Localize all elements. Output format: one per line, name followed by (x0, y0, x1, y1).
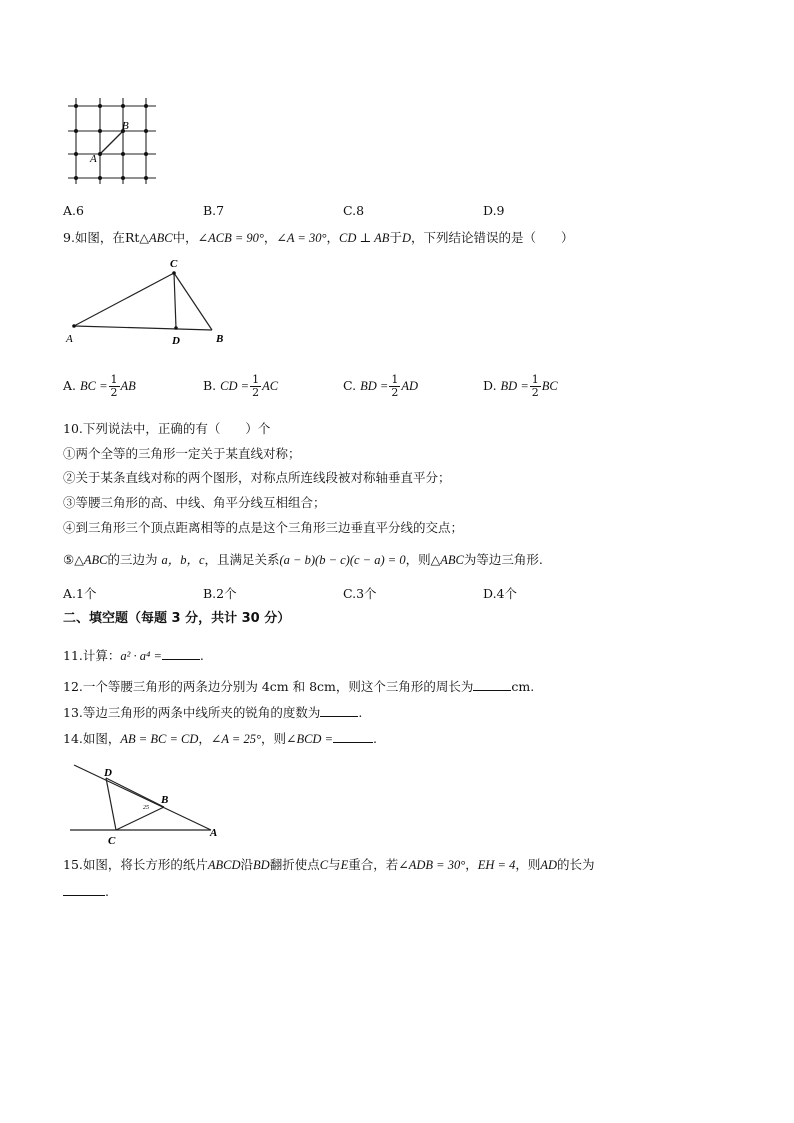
q8-option-a: A.6 (63, 203, 84, 218)
vertex-label-b: B (161, 794, 169, 806)
q9-stem: 9.如图，在Rt△ABC中，∠ACB = 90°，∠A = 30°，CD ⊥ AB于D，下列结论错误的是（ ） (63, 230, 574, 245)
point-label-b: B (122, 120, 129, 132)
q10-statement-5: ⑤△ABC的三边为 a，b，c，且满足关系(a − b)(b − c)(c − a) = 0，则△ABC为等边三角形. (63, 552, 543, 567)
answer-blank[interactable] (162, 647, 200, 660)
q10-option-b: B.2个 (203, 586, 237, 601)
q9-option-c: C. BD = $\frac{1}{2}$ AD (343, 373, 418, 399)
q10-statement-4: ④到三角形三个顶点距离相等的点是这个三角形三边垂直平分线的交点； (63, 520, 464, 535)
q11: 11.计算：a² · a⁴ = . (63, 648, 204, 663)
answer-blank[interactable] (333, 730, 373, 743)
vertex-label-c: C (170, 258, 178, 270)
q8-option-d: D.9 (483, 203, 505, 218)
answer-blank[interactable] (473, 678, 511, 691)
point-label-a: A (90, 153, 97, 165)
q13: 13.等边三角形的两条中线所夹的锐角的度数为 . (63, 705, 363, 720)
q10-statement-1: ①两个全等的三角形一定关于某直线对称； (63, 446, 301, 461)
q8-option-c: C.8 (343, 203, 365, 218)
q9-option-d: D. BD = $\frac{1}{2}$ BC (483, 373, 558, 399)
q15-line-2: . (63, 883, 109, 900)
q10-option-d: D.4个 (483, 586, 518, 601)
q14: 14.如图，AB = BC = CD，∠A = 25°，则∠BCD = . (63, 731, 378, 746)
vertex-label-c: C (108, 835, 116, 847)
q10-option-c: C.3个 (343, 586, 377, 601)
section-heading: 二、填空题（每题 3 分，共计 30 分） (63, 611, 291, 626)
q15-line-1: 15.如图，将长方形的纸片ABCD沿BD翻折使点C与E重合，若∠ADB = 30°，EH = 4，则AD的长为 (63, 857, 595, 872)
q14-figure (66, 760, 226, 848)
q9-triangle-figure (62, 256, 232, 348)
q12: 12.一个等腰三角形的两条边分别为 4cm 和 8cm，则这个三角形的周长为 cm. (63, 679, 535, 694)
q10-stem: 10.下列说法中，正确的有（ ）个 (63, 421, 271, 436)
q10-option-a: A.1个 (63, 586, 97, 601)
q9-option-a: A. BC = $\frac{1}{2}$ AB (63, 373, 136, 399)
q10-statement-2: ②关于某条直线对称的两个图形，对称点所连线段被对称轴垂直平分； (63, 470, 451, 485)
vertex-label-d: D (104, 767, 112, 779)
answer-blank[interactable] (320, 704, 358, 717)
vertex-label-d: D (172, 335, 180, 347)
answer-blank[interactable] (63, 883, 105, 896)
q10-statement-3: ③等腰三角形的高、中线、角平分线互相组合； (63, 495, 326, 510)
q9-option-b: B. CD = $\frac{1}{2}$ AC (203, 373, 279, 399)
angle-mark: 25 (143, 805, 149, 811)
q8-option-b: B.7 (203, 203, 225, 218)
vertex-label-a: A (66, 333, 73, 345)
vertex-label-a: A (210, 827, 218, 839)
grid-figure (66, 96, 158, 184)
vertex-label-b: B (216, 333, 224, 345)
